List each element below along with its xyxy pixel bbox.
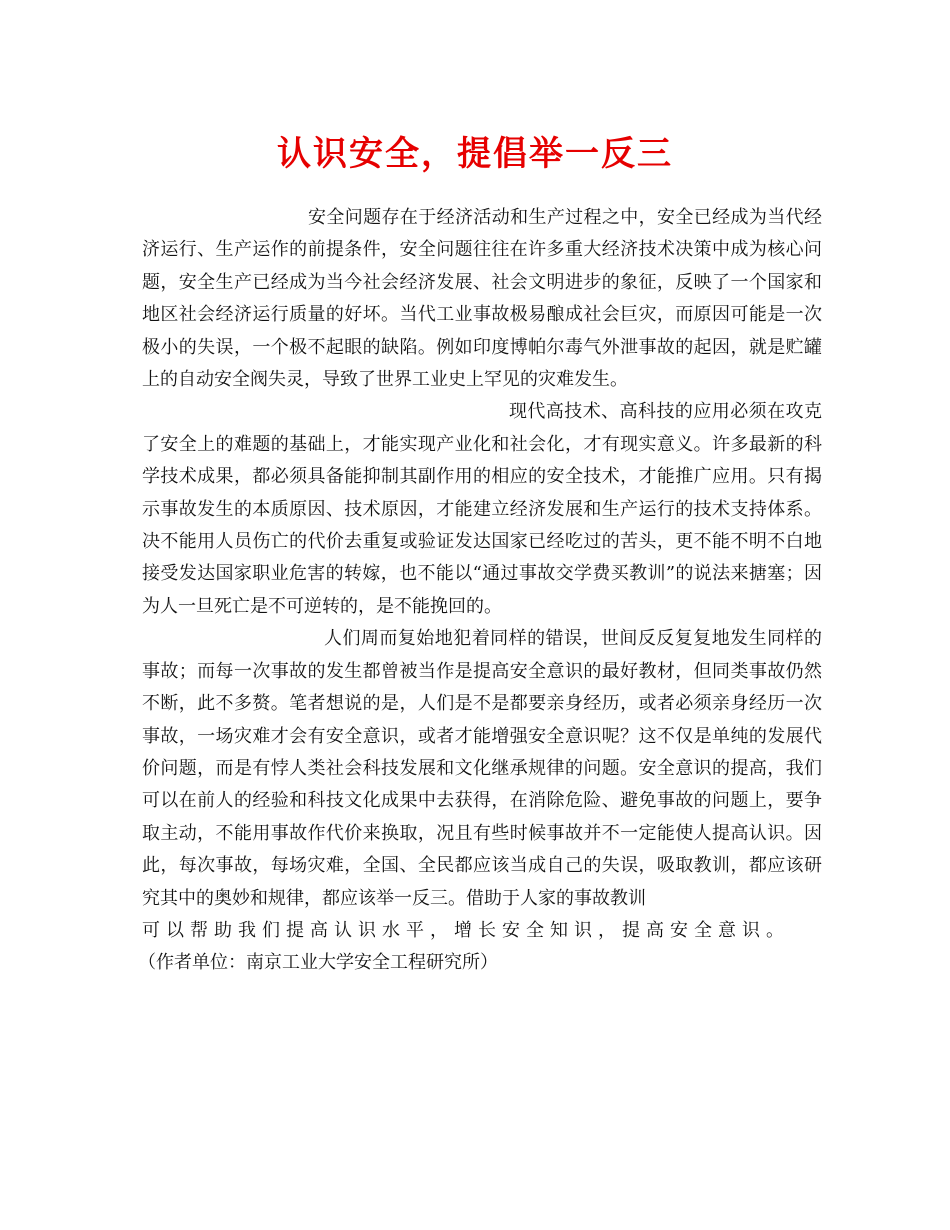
paragraph-1: 安全问题存在于经济活动和生产过程之中，安全已经成为当代经济运行、生产运作的前提条件，安全问题往往在许多重大经济技术决策中成为核心问题，安全生产已经成为当今社会经济发展、社会文明进步的象征，反映了一个国家和地区社会经济运行质量的好坏。当代工业事故极易酿成社会巨灾，而原因可能是一次极小的失误，一个极不起眼的缺陷。例如印度博帕尔毒气外泄事故的起因，就是贮罐上的自动安全阀失灵，导致了世界工业史上罕见的灾难发生。 (142, 207, 822, 391)
paragraph-2: 现代高技术、高科技的应用必须在攻克了安全上的难题的基础上，才能实现产业化和社会化，才有现实意义。许多最新的科学技术成果，都必须具备能抑制其副作用的相应的安全技术，才能推广应用。只有揭示事故发生的本质原因、技术原因，才能建立经济发展和生产运行的技术支持体系。决不能用人员伤亡的代价去重复或验证发达国家已经吃过的苦头，更不能不明不白地接受发达国家职业危害的转嫁，也不能以“通过事故交学费买教训”的说法来搪塞；因为人一旦死亡是不可逆转的，是不能挽回的。 (142, 401, 822, 617)
author-affiliation: （作者单位：南京工业大学安全工程研究所） (138, 952, 498, 974)
document-title: 认识安全，提倡举一反三 (277, 134, 673, 174)
paragraph-3-text: 人们周而复始地犯着同样的错误，世间反反复复地发生同样的事故；而每一次事故的发生都曾被当作是提高安全意识的最好教材，但同类事故仍然不断，此不多赘。笔者想说的是，人们是不是都要亲身经历，或者必须亲身经历一次事故，一场灾难才会有安全意识，或者才能增强安全意识呢？这不仅是单纯的发展代价问题，而是有悖人类社会科技发展和文化继承规律的问题。安全意识的提高，我们可以在前人的经验和科技文化成果中去获得，在消除危险、避免事故的问题上，要争取主动，不能用事故作代价来换取，况且有些时候事故并不一定能使人提高认识。因此，每次事故，每场灾难，全国、全民都应该当成自己的失误，吸取教训，都应该研究其中的奥妙和规律，都应该举一反三。借助于人家的事故教训 (142, 628, 822, 909)
paragraph-3-last-line: 可以帮助我们提高认识水平，增长安全知识，提高安全意识。 (142, 919, 790, 941)
paragraph-3 (142, 623, 822, 947)
document-body (138, 202, 822, 980)
